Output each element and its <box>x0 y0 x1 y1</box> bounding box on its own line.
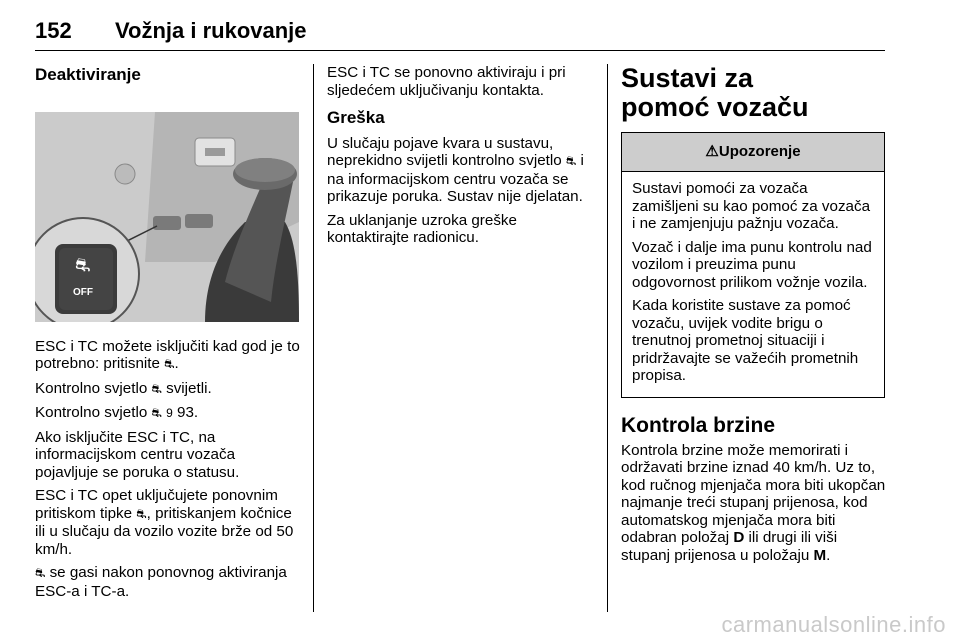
column-divider <box>607 64 608 612</box>
section-title: Sustavi za pomoć vozaču <box>621 63 809 122</box>
paragraph: ⛐ se gasi nakon ponovnog aktiviranja ESC-a i TC-a. <box>35 564 287 600</box>
esc-off-icon: ⛐ <box>136 506 147 521</box>
paragraph: Kontrolno svjetlo ⛐ 9 93. <box>35 404 199 421</box>
warning-box <box>621 132 885 398</box>
paragraph: Kontrolno svjetlo ⛐ svijetli. <box>35 379 212 397</box>
section-heading-greska: Greška <box>327 108 385 127</box>
esc-button-illustration <box>35 112 299 322</box>
column-1 <box>35 64 300 606</box>
page-header <box>35 14 885 51</box>
gear-position-d: D <box>733 529 745 546</box>
esc-off-icon: ⛐ <box>151 406 162 420</box>
column-divider <box>313 64 314 612</box>
paragraph: Ako isključite ESC i TC, na informacijskom centru vozača pojavljuje se poruka o statusu. <box>35 428 240 481</box>
paragraph: U slučaju pojave kvara u sustavu, neprekidno svijetli kontrolno svjetlo ⛐ i na informacijskom centru vozača se prikazuje poruka. Sustav nije djelatan. <box>327 134 584 205</box>
esc-off-button-icon: ⛐ <box>75 254 91 275</box>
esc-off-icon: ⛐ <box>35 566 46 580</box>
watermark: carmanualsonline.info <box>721 612 946 637</box>
warning-body <box>622 172 884 397</box>
column-2 <box>327 64 597 253</box>
esc-off-icon: ⛐ <box>164 357 175 371</box>
warning-title: Upozorenje <box>718 143 801 160</box>
section-heading-deaktiviranje: Deaktiviranje <box>35 65 141 84</box>
page-reference-icon: 9 <box>166 406 173 420</box>
paragraph: ESC i TC se ponovno aktiviraju i pri sljedećem uključivanju kontakta. <box>327 64 566 99</box>
esc-icon: ⛐ <box>565 154 577 168</box>
subsection-heading-kontrola-brzine: Kontrola brzine <box>621 413 776 437</box>
paragraph: Kontrola brzine može memorirati i održavati brzine iznad 40 km/h. Uz to, kod ručnog mjenjača mora biti ukopčan najmanje treći stupanj prijenosa, kod automatskog mjenjača mora biti odabran položaj D ili drugi ili viši stupanj prijenosa u položaju M. <box>621 441 886 564</box>
paragraph: Za uklanjanje uzroka greške kontaktirajte radionicu. <box>327 211 517 246</box>
warning-icon: ⚠ <box>705 143 719 160</box>
warning-paragraph: Vozač i dalje ima punu kontrolu nad vozilom i preuzima punu odgovornost prilikom vožnje vozila. <box>632 238 872 291</box>
paragraph: ESC i TC možete isključiti kad god je to potrebno: pritisnite ⛐. <box>35 337 300 372</box>
gear-position-m: M <box>813 546 827 564</box>
off-label: OFF <box>73 286 93 298</box>
page-number: 152 <box>35 18 72 43</box>
paragraph: ESC i TC opet uključujete ponovnim pritiskom tipke ⛐, pritiskanjem kočnice ili u slučaju da vozilo vozite brže od 50 km/h. <box>35 487 294 558</box>
column-3 <box>621 64 887 570</box>
chapter-title: Vožnja i rukovanje <box>115 18 307 43</box>
warning-paragraph: Sustavi pomoći za vozača zamišljeni su kao pomoć za vozača i ne zamjenjuju pažnju vozača. <box>632 180 871 232</box>
esc-off-icon: ⛐ <box>151 381 162 396</box>
warning-paragraph: Kada koristite sustave za pomoć vozaču, uvijek vodite brigu o trenutnoj prometnoj situaciji i pridržavajte se važećih prometnih propisa. <box>632 297 859 384</box>
warning-header <box>622 133 884 172</box>
